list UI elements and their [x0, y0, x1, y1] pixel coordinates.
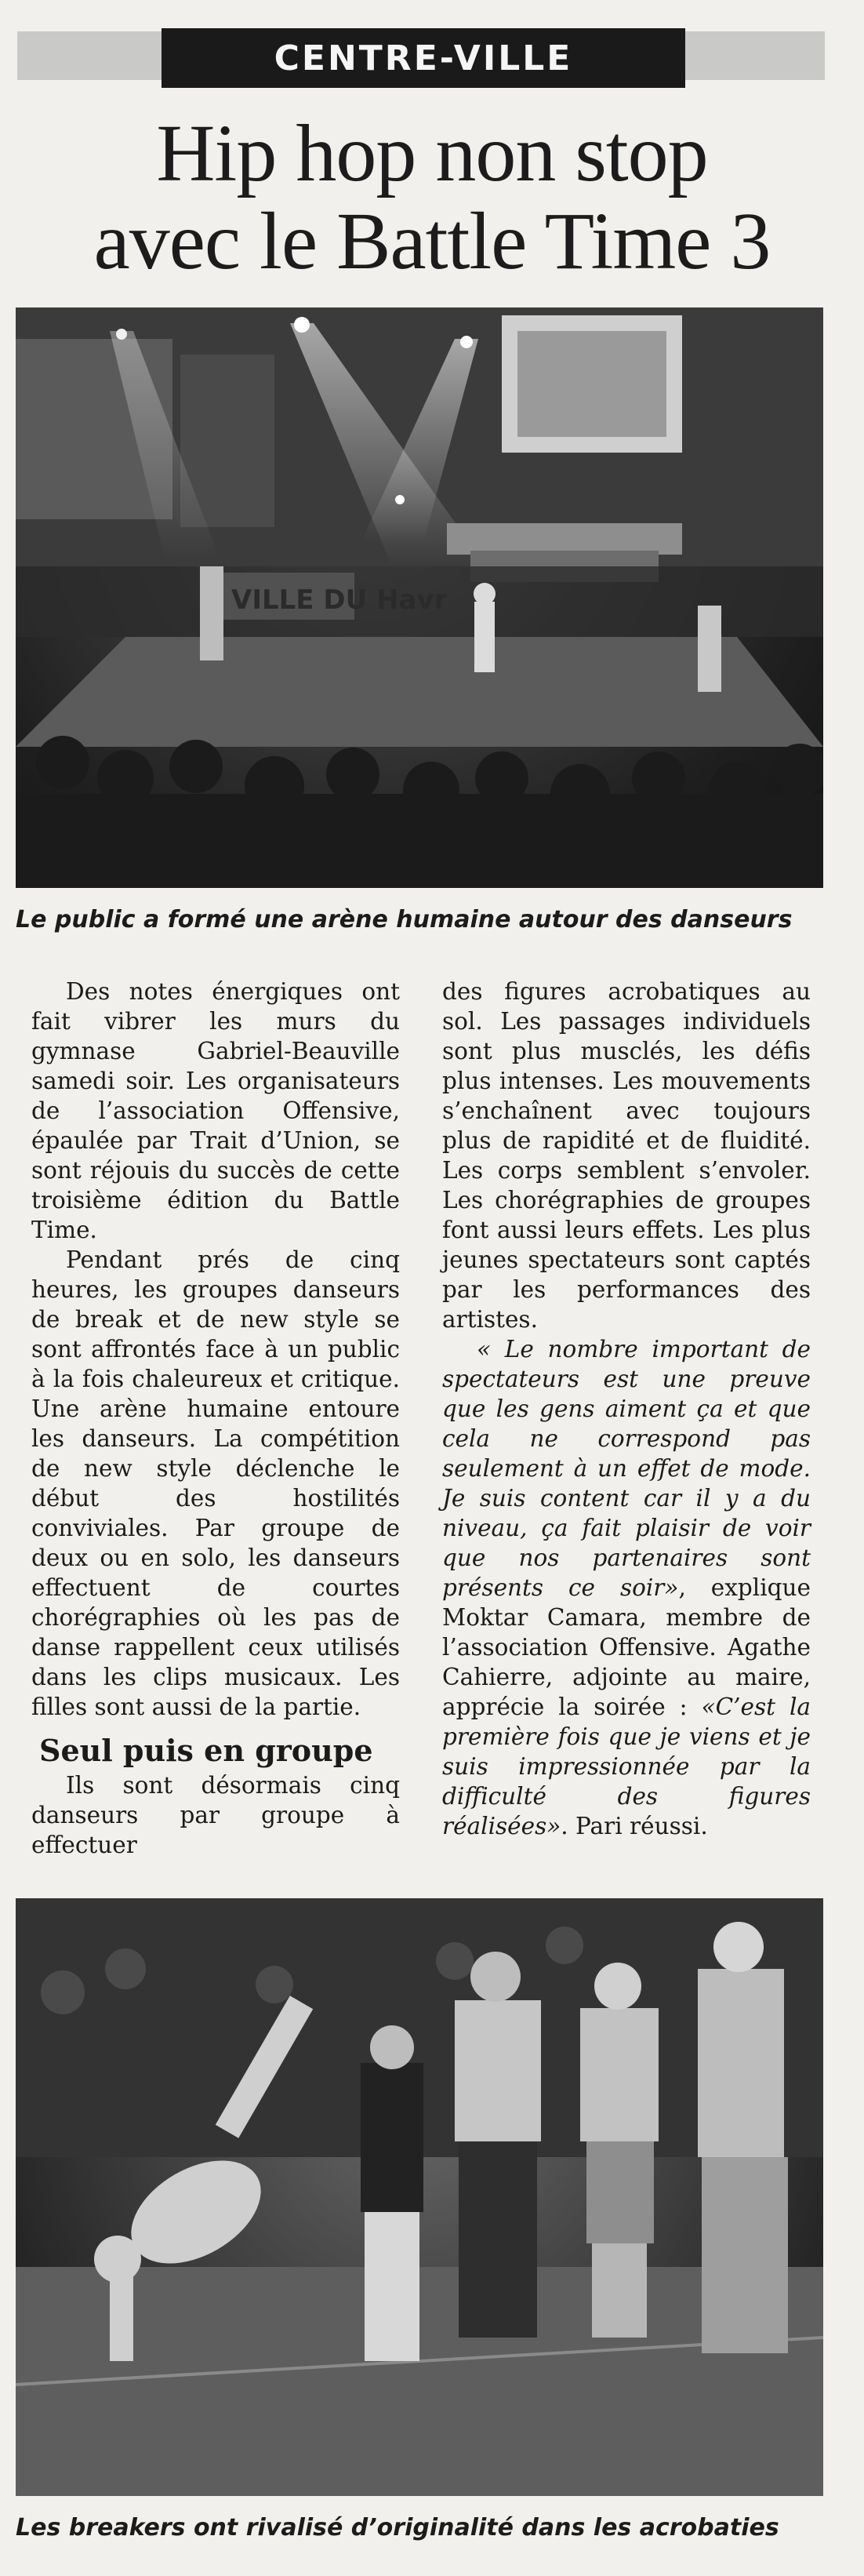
headline-line-1: Hip hop non stop — [156, 108, 708, 198]
article-closing: . Pari réussi. — [561, 1813, 708, 1839]
photo-crowd-arena-illustration — [16, 307, 823, 888]
quote-attribution: , explique Moktar Camara, membre de l’association Offensive. Agathe Cahierre, adjointe au maire, apprécie la soirée : — [442, 1574, 811, 1720]
article-column-left — [31, 977, 400, 1860]
headline — [0, 110, 864, 286]
article-column-right — [442, 977, 811, 1841]
photo-caption-2: Les breakers ont rivalisé d’originalité dans les acrobaties — [16, 2514, 779, 2541]
photo-breakers — [16, 1898, 823, 2496]
section-rubric: CENTRE-VILLE — [162, 28, 685, 88]
quote-deputy-mayor: «C’est la première fois que je viens et je suis impressionnée par la difficulté des figures réalisées» — [442, 1694, 811, 1839]
photo-caption-1: Le public a formé une arène humaine autour des danseurs — [16, 906, 793, 933]
article-subhead: Seul puis en groupe — [39, 1733, 373, 1768]
article-paragraph: Pendant prés de cinq heures, les groupes danseurs de break et de new style se sont affrontés face à un public à la fois chaleureux et critique. Une arène humaine entoure les danseurs. La compétition de new style déclenche le début des hostilités conviviales. Par groupe de deux ou en solo, les danseurs effectuent de courtes chorégraphies où les pas de danse rappellent ceux utilisés dans les clips musicaux. Les filles sont aussi de la partie. — [31, 1246, 400, 1720]
photo-breakers-illustration — [16, 1898, 823, 2496]
article-paragraph: Ils sont désormais cinq danseurs par groupe à effectuer — [31, 1772, 400, 1858]
article-paragraph: des figures acrobatiques au sol. Les passages individuels sont plus musclés, les défis plus intenses. Les mouvements s’enchaînent avec toujours plus de rapidité et de fluidité. Les corps semblent s’envoler. Les chorégraphies de groupes font aussi leurs effets. Les plus jeunes spectateurs sont captés par les performances des artistes. — [442, 978, 811, 1333]
headline-line-2: avec le Battle Time 3 — [93, 196, 771, 286]
article-paragraph: Des notes énergiques ont fait vibrer les murs du gymnase Gabriel-Beauville samedi soir. Les organisateurs de l’association Offensive, épaulée par Trait d’Union, se sont réjouis du succès de cette troisième édition du Battle Time. — [31, 978, 400, 1243]
quote-organizer: « Le nombre important de spectateurs est une preuve que les gens aiment ça et que cela ne correspond pas seulement à un effet de mode. Je suis content car il y a du niveau, ça fait plaisir de voir que nos partenaires sont présents ce soir» — [442, 1336, 811, 1601]
article-quote-paragraph — [442, 1334, 811, 1841]
photo-crowd-arena — [16, 307, 823, 888]
